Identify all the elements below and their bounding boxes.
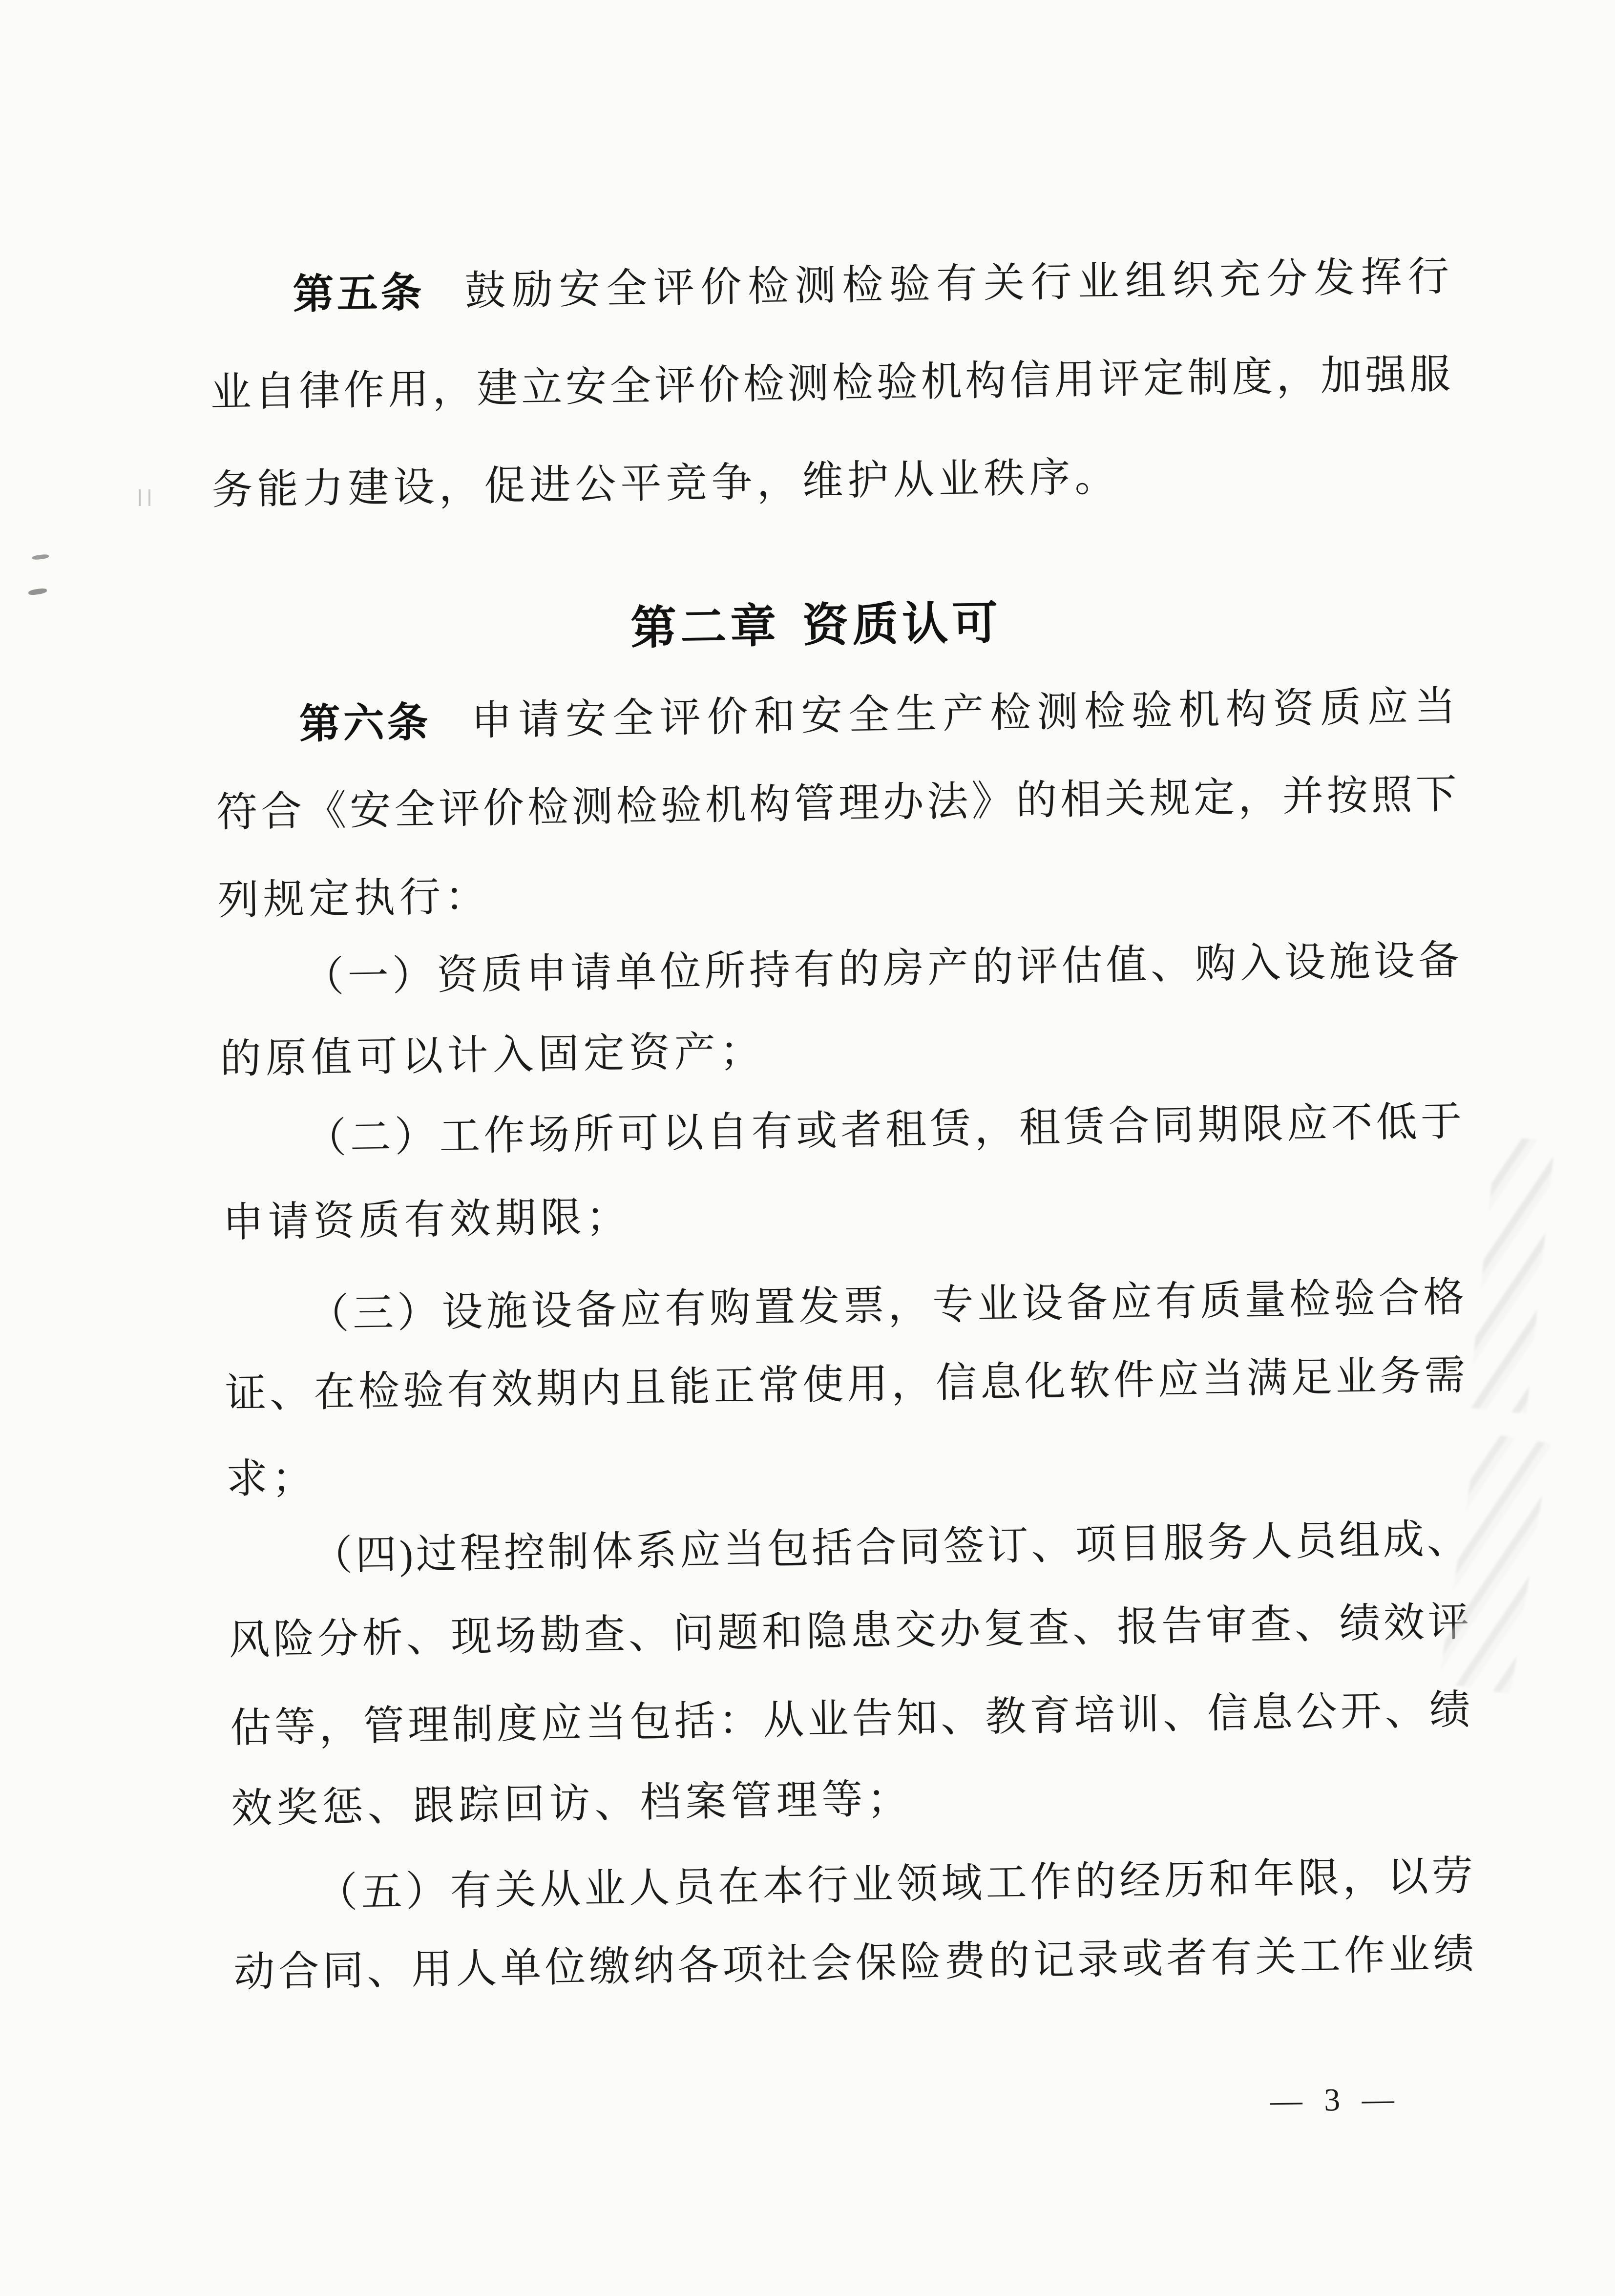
item-1-line-1: （ 一 ） 资 质 申 请 单 位 所 持 有 的 房 产 的 评 估 值 、 购 入 设 施 设 备 [302,938,1460,1001]
item-3-line-2: 证 、 在 检 验 有 效 期 内 且 能 正 常 使 用 ， 信 息 化 软 件 应 当 满 足 业 务 需 [225,1353,1466,1417]
item-4-line-3: 估 等 ， 管 理 制 度 应 当 包 括 ： 从 业 告 知 、 教 育 培 训 、 信 息 公 开 、 绩 [230,1687,1471,1751]
article-5-line-3: 务能力建设，促进公平竞争，维护从业秩序。 [211,454,1121,513]
item-5-line-1: （ 五 ） 有 关 从 业 人 员 在 本 行 业 领 域 工 作 的 经 历 和 年 限 ， 以 劳 [316,1853,1473,1917]
item-4-line-2: 风 险 分 析 、 现 场 勘 查 、 问 题 和 隐 患 交 办 复 查 、 报 告 审 查 、 绩 效 评 [228,1600,1469,1664]
item-4-line-1: （ 四 ) 过 程 控 制 体 系 应 当 包 括 合 同 签 订 、 项 目 服 务 人 员 组 成 、 [311,1517,1468,1580]
item-3-line-1: （ 三 ） 设 施 设 备 应 有 购 置 发 票 ， 专 业 设 备 应 有 质 量 检 验 合 格 [307,1275,1465,1338]
page-number: — 3 — [1270,2081,1402,2119]
article-6-term: 第六条 [298,699,432,747]
item-2-line-2: 申请资质有效期限； [222,1194,632,1246]
article-5-line-2: 业 自 律 作 用 ， 建 立 安 全 评 价 检 测 检 验 机 构 信 用 评 定 制 度 ， 加 强 服 [210,352,1451,416]
item-1-line-2: 的原值可以计入固定资产； [220,1029,766,1082]
article-6-line-2: 符 合 《 安 全 评 价 检 测 检 验 机 构 管 理 办 法 》 的 相 关 规 定 ， 并 按 照 下 [216,772,1457,836]
article-6-line-3: 列规定执行： [217,874,491,924]
article-6-line-1 [299,684,1456,748]
item-5-line-2: 动 合 同 、 用 人 单 位 缴 纳 各 项 社 会 保 险 费 的 记 录 或 者 有 关 工 作 业 绩 [233,1931,1474,1996]
article-5-line-1-text: 鼓 励 安 全 评 价 检 测 检 验 有 关 行 业 组 织 充 分 发 挥 行 [464,254,1449,315]
chapter-title: 资质认可 [802,597,1003,652]
item-3-line-3: 求； [226,1455,318,1502]
article-5-term: 第五条 [292,269,425,317]
item-2-line-1: （ 二 ） 工 作 场 所 可 以 自 有 或 者 租 赁 ， 租 赁 合 同 期 限 应 不 低 于 [305,1099,1462,1162]
article-5-line-1 [293,254,1449,318]
chapter-heading [23,577,1610,666]
chapter-number: 第二章 [630,600,781,654]
chapter-heading-gap [780,641,803,642]
item-4-line-4: 效奖惩、跟踪回访、档案管理等； [231,1776,913,1832]
article-6-line-1-text: 申 请 安 全 评 价 和 安 全 生 产 检 测 检 验 机 构 资 质 应 当 [470,684,1456,744]
